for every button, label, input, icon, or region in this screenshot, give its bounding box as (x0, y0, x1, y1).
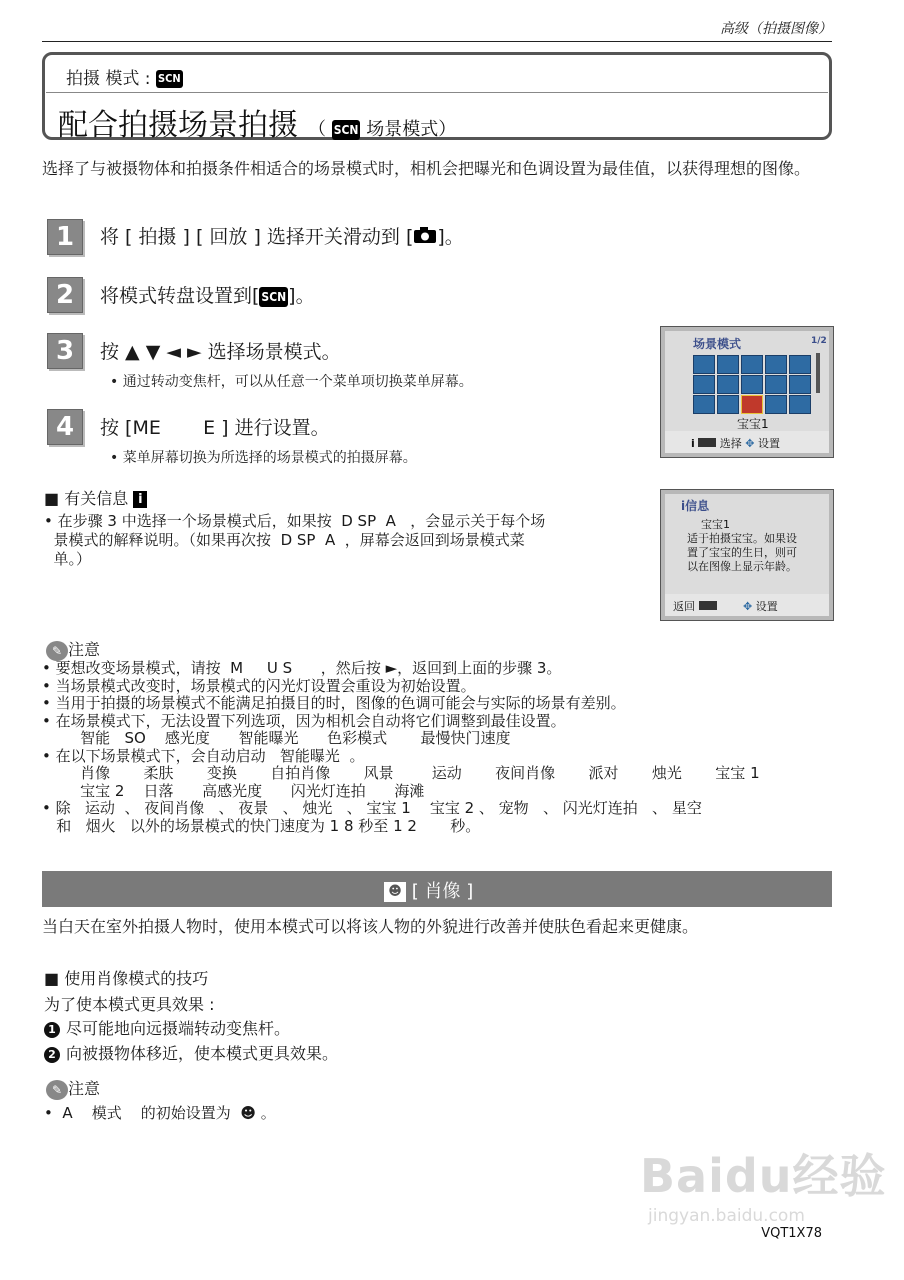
info-back (673, 598, 717, 614)
set-label: 设置 (755, 600, 778, 613)
scene-icon-selected[interactable] (741, 395, 763, 414)
scene-icon (789, 395, 811, 414)
scrollbar[interactable] (816, 353, 820, 393)
info-line-2: 景模式的解释说明。（如果再次按 D SP A ，屏幕会返回到场景模式菜 (44, 531, 525, 549)
mode-label-text: 拍摄 模式 : (66, 69, 151, 89)
pencil-icon: ✎ (46, 641, 68, 661)
scene-icon (765, 355, 787, 374)
pencil-icon: ✎ (46, 1080, 68, 1100)
mode-rule (46, 92, 828, 93)
info-screen (660, 489, 834, 621)
note-line: • 在以下场景模式下，会自动启动 智能曝光 。 (42, 746, 365, 765)
scene-menu-screen (660, 326, 834, 458)
info-name: 宝宝1 (701, 518, 730, 531)
info-line-1: • 在步骤 3 中选择一个场景模式后，如果按 D SP A ，会显示关于每个场 (44, 512, 546, 530)
menu-footer (691, 435, 780, 451)
scene-icon (765, 375, 787, 394)
note-heading-1 (46, 637, 100, 661)
joystick-icon: ✥ (745, 437, 755, 450)
info-icon: i (691, 437, 695, 450)
tip-2 (44, 1041, 338, 1064)
back-label: 返回 (673, 600, 695, 613)
step-4-text: 按 [ME E ] 进行设置。 (100, 417, 330, 439)
note-line: • 当用于拍摄的场景模式不能满足拍摄目的时，图像的色调可能会与实际的场景有差别。 (42, 694, 626, 712)
scene-icon (717, 355, 739, 374)
note-heading-text: 注意 (68, 640, 101, 659)
info-desc-1: 适于拍摄宝宝。如果设 (687, 532, 797, 545)
intro-paragraph: 选择了与被摄物体和拍摄条件相适合的场景模式时，相机会把曝光和色调设置为最佳值，以获得理想的图像。 (42, 159, 811, 178)
note-line: 宝宝 2 日落 高感光度 闪光灯连拍 海滩 (42, 781, 425, 800)
portrait-icon: ☻ (384, 882, 406, 902)
note-2-tail: 。 (260, 1104, 276, 1122)
set-label: 设置 (758, 437, 780, 450)
step-number-1: 1 (47, 219, 83, 255)
scene-icon (693, 375, 715, 394)
page-subtitle (308, 119, 456, 140)
note-line: • 要想改变场景模式，请按 M U S ，然后按 ►，返回到上面的步骤 3。 (42, 659, 562, 677)
tips-heading: ■ 使用肖像模式的技巧 (44, 969, 209, 988)
display-icon (699, 601, 717, 610)
notes-list-1 (42, 660, 842, 835)
step-number-2: 2 (47, 277, 83, 313)
scn-icon: SCN (259, 287, 288, 307)
step-3-sub: • 通过转动变焦杆，可以从任意一个菜单项切换菜单屏幕。 (110, 374, 473, 390)
note-2-text: • A 模式 的初始设置为 (44, 1104, 231, 1122)
scene-icon (693, 395, 715, 414)
step-2-text (100, 281, 315, 308)
step-1-text (100, 222, 464, 249)
portrait-description: 当白天在室外拍摄人物时，使用本模式可以将该人物的外貌进行改善并使肤色看起来更健康。 (42, 917, 699, 936)
scn-icon: SCN (156, 70, 183, 88)
note-line: • 在场景模式下，无法设置下列选项，因为相机会自动将它们调整到最佳设置。 (42, 711, 566, 730)
banner-label: [ 肖像 ] (411, 881, 474, 902)
info-line-3: 单。） (44, 550, 92, 568)
info-desc-2: 置了宝宝的生日，则可 (687, 546, 797, 559)
note-heading-text: 注意 (68, 1079, 101, 1098)
joystick-icon: ✥ (743, 600, 753, 613)
info-heading (44, 486, 147, 509)
info-heading-text: ■ 有关信息 (44, 489, 129, 508)
step-1-tail: ]。 (437, 226, 464, 248)
scene-menu-page: 1/2 (811, 336, 827, 346)
mode-label (66, 64, 183, 89)
info-icon: i (133, 491, 147, 508)
page-code: VQT1X78 (761, 1226, 822, 1241)
note-line: • 除 运动 、 夜间肖像 、 夜景 、 烛光 、 宝宝 1 宝宝 2 、 宠物 、 闪光灯连拍 、 星空 (42, 799, 702, 817)
scene-icon (741, 355, 763, 374)
scene-menu-title: 场景模式 (693, 337, 742, 351)
number-2-icon: 2 (44, 1047, 60, 1063)
scene-icon (741, 375, 763, 394)
watermark-logo: Baidu经验 (640, 1149, 887, 1203)
section-header: 高级（拍摄图像） (720, 21, 832, 37)
scene-icon (765, 395, 787, 414)
header-rule (42, 41, 832, 42)
info-screen-body (687, 518, 797, 574)
step-1-label: 将 [ 拍摄 ] [ 回放 ] 选择开关滑动到 [ (100, 226, 414, 248)
display-icon (698, 438, 716, 447)
step-2-label: 将模式转盘设置到[ (100, 285, 260, 307)
select-label: 选择 (719, 437, 742, 450)
note-line: 智能 SO 感光度 智能曝光 色彩模式 最慢快门速度 (42, 729, 511, 747)
selected-scene-name: 宝宝1 (737, 417, 769, 431)
scene-icon (717, 395, 739, 414)
info-set (743, 598, 778, 614)
note-line: 和 烟火 以外的场景模式的快门速度为 1 8 秒至 1 2 秒。 (42, 816, 481, 835)
info-icon: i (681, 499, 686, 513)
banner-title (384, 877, 473, 903)
info-desc-3: 以在图像上显示年龄。 (687, 560, 797, 573)
note-heading-2 (46, 1076, 100, 1100)
step-number-4: 4 (47, 409, 83, 445)
tips-intro: 为了使本模式更具效果 : (44, 995, 215, 1014)
scn-icon: SCN (332, 120, 361, 140)
page-title-text: 配合拍摄场景拍摄 (58, 108, 298, 143)
step-number-3: 3 (47, 333, 83, 369)
scene-icon (789, 375, 811, 394)
info-screen-title (681, 497, 709, 514)
scene-icon (717, 375, 739, 394)
scene-icon (693, 355, 715, 374)
watermark-url: jingyan.baidu.com (648, 1206, 805, 1226)
tip-2-text: 向被摄物体移近，使本模式更具效果。 (66, 1044, 339, 1063)
note-2-line (44, 1102, 276, 1123)
step-4-sub: • 菜单屏幕切换为所选择的场景模式的拍摄屏幕。 (110, 450, 417, 466)
step-2-tail: ]。 (288, 285, 315, 307)
subtitle-open: （ (308, 119, 326, 140)
step-3-text: 按 ▲ ▼ ◄ ► 选择场景模式。 (100, 341, 341, 363)
page-title (58, 100, 456, 144)
tip-1 (44, 1016, 290, 1039)
camera-icon (413, 226, 437, 249)
scene-icon (789, 355, 811, 374)
note-line: • 当场景模式改变时，场景模式的闪光灯设置会重设为初始设置。 (42, 676, 476, 695)
info-screen-title-text: 信息 (685, 499, 710, 513)
number-1-icon: 1 (44, 1022, 60, 1038)
tip-1-text: 尽可能地向远摄端转动变焦杆。 (66, 1019, 291, 1038)
portrait-icon: ☻ (240, 1104, 256, 1122)
subtitle-text: 场景模式） (366, 119, 457, 140)
note-line: 肖像 柔肤 变换 自拍肖像 风景 运动 夜间肖像 派对 烛光 宝宝 1 (42, 764, 760, 782)
